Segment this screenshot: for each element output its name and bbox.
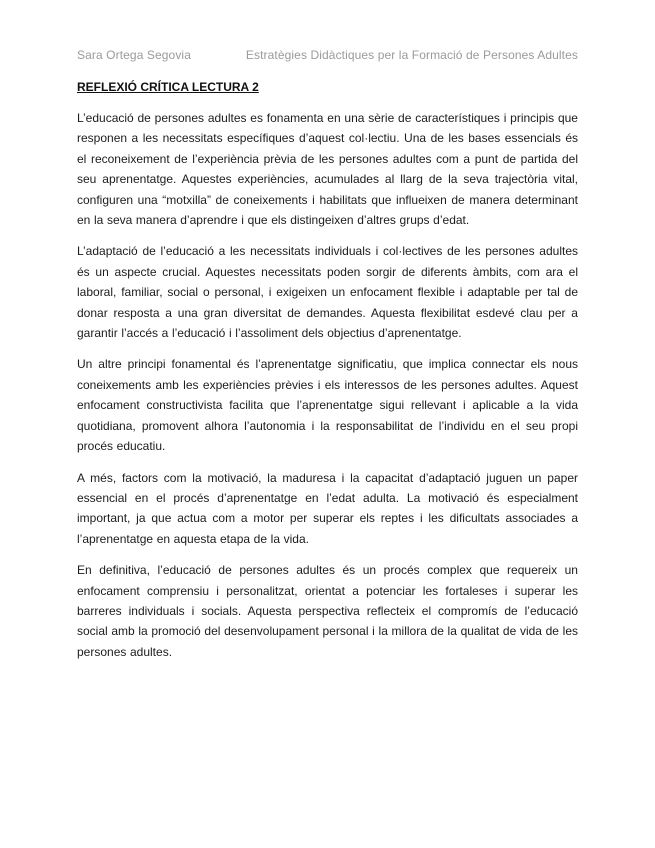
paragraph-1: L’educació de persones adultes es fonamenta en una sèrie de característiques i principis que responen a les necessitats específiques d’aquest col·lectiu. Una de les bases essencials és el reconeixement de l’experiència prèvia de les persones adultes com a punt de partida del seu aprenentatge. Aquestes experiències, acumulades al llarg de la seva trajectòria vital, configuren una “motxilla” de coneixements i habilitats que influeixen de manera determinant en la seva manera d’aprendre i que els distingeixen d’altres grups d’edat.: [77, 111, 578, 228]
document-body: [77, 108, 578, 673]
page-header: [77, 48, 578, 62]
paragraph-2: L’adaptació de l’educació a les necessitats individuals i col·lectives de les persones adultes és un aspecte crucial. Aquestes necessitats poden sorgir de diferents àmbits, com ara el laboral, familiar, social o personal, i exigeixen un enfocament flexible i adaptable per tal de donar resposta a una gran diversitat de demandes. Aquesta flexibilitat esdevé clau per a garantir l’accés a l’educació i l’assoliment dels objectius d’aprenentatge.: [77, 244, 578, 341]
document-title: REFLEXIÓ CRÍTICA LECTURA 2: [77, 80, 259, 94]
paragraph-5: En definitiva, l’educació de persones adultes és un procés complex que requereix un enfocament comprensiu i personalitzat, orientat a potenciar les fortaleses i superar les barreres individuals i socials. Aquesta perspectiva reflecteix el compromís de l’educació social amb la promoció del desenvolupament personal i la millora de la qualitat de vida de les persones adultes.: [77, 563, 578, 659]
header-course: Estratègies Didàctiques per la Formació de Persones Adultes: [245, 48, 578, 62]
paragraph-4: A més, factors com la motivació, la maduresa i la capacitat d’adaptació juguen un paper essencial en el procés d’aprenentatge en l’edat adulta. La motivació és especialment important, ja que actua com a motor per superar els reptes i les dificultats associades a l’aprenentatge en aquesta etapa de la vida.: [77, 470, 578, 546]
paragraph-3: Un altre principi fonamental és l’aprenentatge significatiu, que implica connectar els nous coneixements amb les experiències prèvies i els interessos de les persones adultes. Aquest enfocament constructivista facilita que l’aprenentatge sigui rellevant i aplicable a la vida quotidiana, promovent alhora l’autonomia i la responsabilitat de l’individu en el seu propi procés educatiu.: [77, 357, 578, 454]
header-author: Sara Ortega Segovia: [77, 48, 191, 62]
